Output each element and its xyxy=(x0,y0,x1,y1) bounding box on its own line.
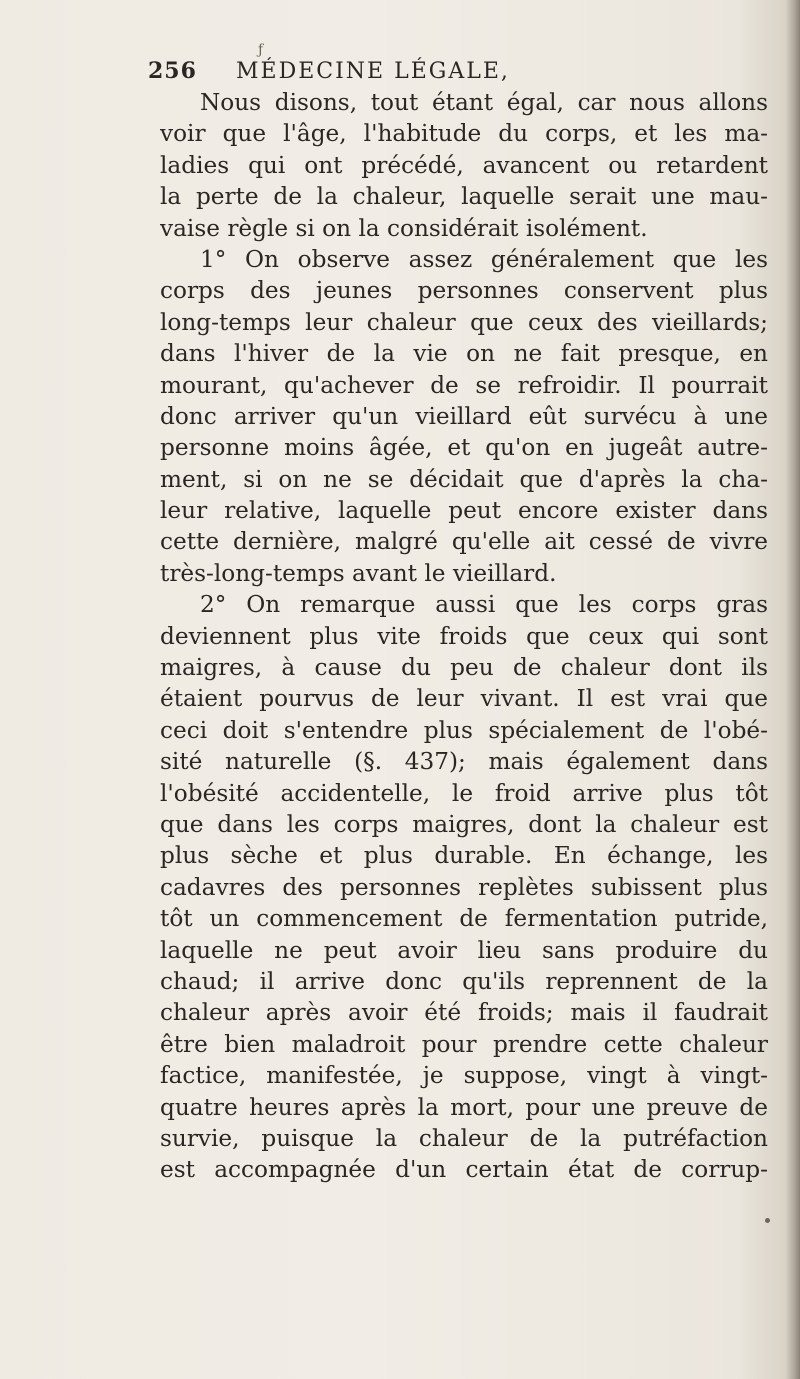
text-line: chaud; il arrive donc qu'ils reprennent de la xyxy=(160,967,768,995)
text-line: factice, manifestée, je suppose, vingt à vingt- xyxy=(160,1062,768,1090)
text-line: donc arriver qu'un vieillard eût survécu à une xyxy=(160,402,768,430)
text-line: ladies qui ont précédé, avancent ou retardent xyxy=(160,151,768,179)
text-line: tôt un commencement de fermentation putride, xyxy=(160,905,768,933)
text-line: que dans les corps maigres, dont la chaleur est xyxy=(160,810,768,838)
text-line: ceci doit s'entendre plus spécialement de l'obé- xyxy=(160,716,768,744)
body-text xyxy=(160,87,768,1327)
text-line: plus sèche et plus durable. En échange, les xyxy=(160,842,768,870)
text-line: cadavres des personnes replètes subissent plus xyxy=(160,873,768,901)
text-line: mourant, qu'achever de se refroidir. Il pourrait xyxy=(160,371,768,399)
text-line: laquelle ne peut avoir lieu sans produire du xyxy=(160,936,768,964)
ink-dot xyxy=(765,1218,770,1223)
text-line: personne moins âgée, et qu'on en jugeât autre- xyxy=(160,434,768,462)
text-line: la perte de la chaleur, laquelle serait une mau- xyxy=(160,183,768,211)
running-head xyxy=(148,58,648,88)
text-line: être bien maladroit pour prendre cette chaleur xyxy=(160,1030,768,1058)
text-line: corps des jeunes personnes conservent plus xyxy=(160,277,768,305)
text-line: chaleur après avoir été froids; mais il faudrait xyxy=(160,999,768,1027)
text-line: quatre heures après la mort, pour une preuve de xyxy=(160,1093,768,1121)
text-line: 2° On remarque aussi que les corps gras xyxy=(200,591,768,619)
text-line: 1° On observe assez généralement que les xyxy=(200,245,768,273)
header-title: MÉDECINE LÉGALE, xyxy=(236,59,510,84)
text-line: vaise règle si on la considérait isolément. xyxy=(160,214,648,242)
text-line: très-long-temps avant le vieillard. xyxy=(160,559,557,587)
text-line: ment, si on ne se décidait que d'après la cha- xyxy=(160,465,768,493)
text-line: long-temps leur chaleur que ceux des vieillards; xyxy=(160,308,768,336)
text-line: survie, puisque la chaleur de la putréfaction xyxy=(160,1124,768,1152)
text-line: sité naturelle (§. 437); mais également dans xyxy=(160,748,768,776)
text-line: maigres, à cause du peu de chaleur dont ils xyxy=(160,654,768,682)
text-line: leur relative, laquelle peut encore exister dans xyxy=(160,497,768,525)
page-number: 256 xyxy=(148,58,197,84)
text-line: dans l'hiver de la vie on ne fait presque, en xyxy=(160,340,768,368)
text-line: voir que l'âge, l'habitude du corps, et les ma- xyxy=(160,120,768,148)
text-line: est accompagnée d'un certain état de corrup- xyxy=(160,1156,768,1184)
ink-mark: ƒ xyxy=(258,42,264,58)
text-line: Nous disons, tout étant égal, car nous allons xyxy=(200,89,768,116)
text-line: étaient pourvus de leur vivant. Il est vrai que xyxy=(160,685,768,713)
text-line: deviennent plus vite froids que ceux qui sont xyxy=(160,622,768,650)
text-line: l'obésité accidentelle, le froid arrive plus tôt xyxy=(160,779,768,807)
page-edge-shadow xyxy=(786,0,800,1379)
text-line: cette dernière, malgré qu'elle ait cessé de vivre xyxy=(160,528,768,556)
